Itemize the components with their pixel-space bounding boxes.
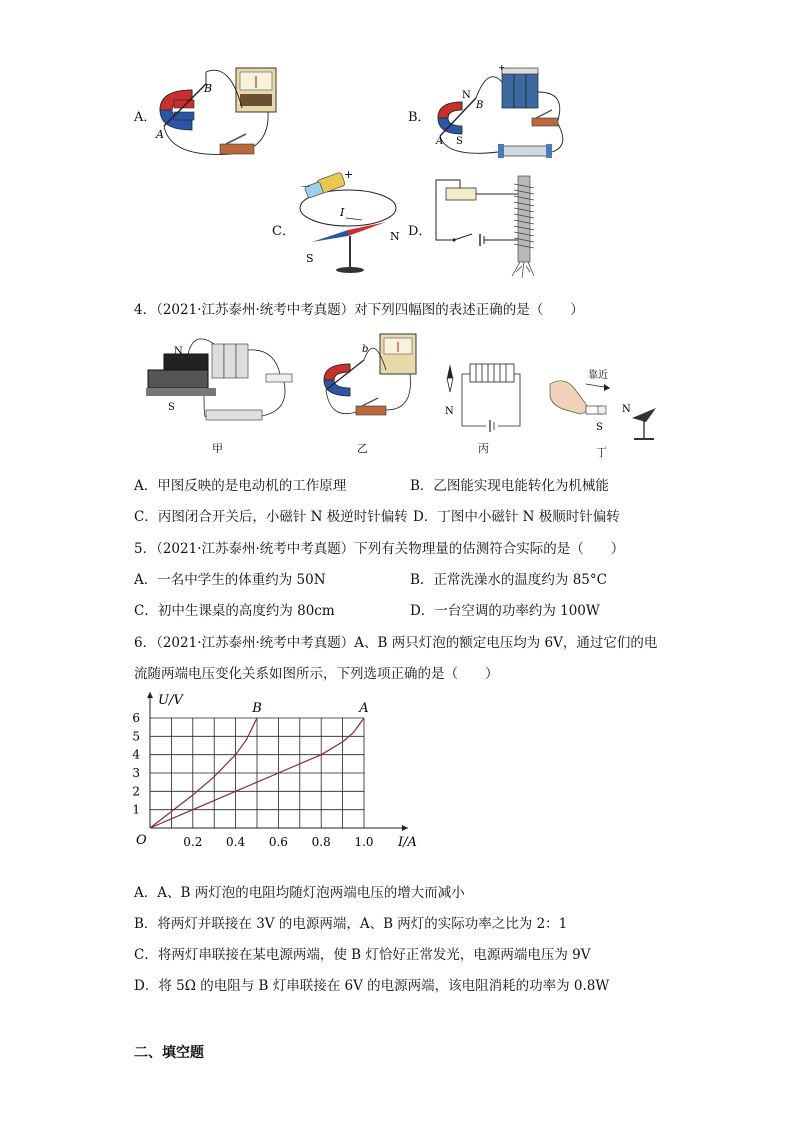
x-axis-label: I/A [398, 835, 417, 850]
figure-q4-yi [316, 330, 426, 424]
fig-ding-s: S [596, 422, 603, 433]
q5-option-d: D．一台空调的功率约为 100W [410, 603, 600, 619]
q5-stem: 5．（2021·江苏泰州·统考中考真题）下列有关物理量的估测符合实际的是（ ） [134, 541, 625, 557]
q4-option-c: C．丙图闭合开关后，小磁针 N 极逆时针偏转 [134, 509, 408, 525]
y-axis-label: U/V [158, 693, 183, 708]
option-b-label: B． [408, 110, 431, 125]
series-label-b: B [252, 701, 262, 716]
fig-c-current: I [340, 206, 345, 219]
y-tick-label: 4 [132, 747, 140, 762]
q5-option-a: A．一名中学生的体重约为 50N [134, 572, 326, 588]
x-tick-label: 0.4 [226, 835, 246, 849]
y-tick-label: 6 [132, 711, 140, 725]
fig-a-label-b: B [204, 82, 213, 95]
q4-option-b: B．乙图能实现电能转化为机械能 [410, 478, 609, 494]
fig-jia-s: S [168, 402, 175, 413]
fig-label-yi: 乙 [357, 442, 368, 455]
fig-c-minus: － [300, 180, 311, 193]
y-tick-label: 3 [132, 766, 140, 780]
y-tick-label: 2 [132, 784, 140, 799]
y-tick-label: 1 [132, 802, 140, 817]
fig-a-label-a: A [156, 128, 164, 141]
q6-option-d: D．将 5Ω 的电阻与 B 灯串联接在 6V 的电源两端，该电阻消耗的功率为 0.8W [134, 978, 610, 994]
fig-b-label-b: B [476, 100, 484, 111]
figure-q4-ding [546, 366, 672, 446]
x-tick-label: 0.8 [311, 835, 331, 849]
fig-c-plus: + [344, 168, 354, 181]
svg-text:+: + [498, 63, 505, 72]
fig-c-n: N [390, 230, 400, 243]
fig-label-ding: 丁 [596, 446, 607, 459]
fig-b-label-a: A [436, 136, 444, 147]
q6-stem-line1: 6．（2021·江苏泰州·统考中考真题）A、B 两只灯泡的额定电压均为 6V，通过它们的电 [134, 635, 658, 651]
origin-label: O [136, 833, 147, 848]
q6-stem-line2: 流随两端电压变化关系如图所示，下列选项正确的是（ ） [134, 666, 499, 682]
y-tick-label: 5 [132, 729, 140, 744]
x-tick-label: 1.0 [354, 835, 374, 849]
q5-option-c: C．初中生课桌的高度约为 80cm [134, 603, 335, 619]
option-d-label: D． [408, 224, 432, 239]
fig-b-label-n: N [462, 90, 471, 101]
figure-q4-jia [144, 330, 300, 426]
q6-option-c: C．将两灯串联接在某电源两端，使 B 灯恰好正常发光，电源两端电压为 9V [134, 947, 591, 963]
figure-q3-d [432, 172, 552, 282]
figure-q3-c [290, 170, 420, 280]
q5-option-b: B．正常洗澡水的温度约为 85°C [410, 572, 607, 588]
x-tick-label: 0.2 [183, 835, 203, 849]
fig-label-jia: 甲 [212, 442, 223, 455]
section-title: 二、填空题 [134, 1045, 204, 1061]
figure-q3-a [150, 62, 300, 162]
fig-yi-b: b [362, 344, 369, 355]
q4-stem: 4．（2021·江苏泰州·统考中考真题）对下列四幅图的表述正确的是（ ） [134, 302, 584, 318]
x-tick-label: 0.6 [268, 835, 288, 849]
option-a-label: A． [134, 110, 157, 125]
fig-b-label-s: S [456, 136, 463, 147]
q6-option-a: A．A、B 两灯泡的电阻均随灯泡两端电压的增大而减小 [134, 885, 465, 901]
figure-q4-bing [440, 356, 530, 436]
figure-q3-b [428, 62, 578, 162]
q6-option-b: B．将两灯并联接在 3V 的电源两端，A、B 两灯的实际功率之比为 2：1 [134, 916, 568, 932]
fig-ding-text: 靠近 [588, 370, 608, 381]
fig-jia-n: N [174, 346, 183, 357]
fig-c-s: S [306, 252, 314, 265]
fig-ding-n: N [622, 404, 631, 415]
ui-chart [120, 680, 420, 880]
series-label-a: A [359, 701, 369, 716]
q4-option-a: A．甲图反映的是电动机的工作原理 [134, 478, 347, 494]
q4-option-d: D．丁图中小磁针 N 极顺时针偏转 [413, 509, 620, 525]
fig-bing-n: N [445, 406, 454, 417]
fig-label-bing: 丙 [478, 442, 489, 455]
option-c-label: C． [272, 224, 295, 239]
